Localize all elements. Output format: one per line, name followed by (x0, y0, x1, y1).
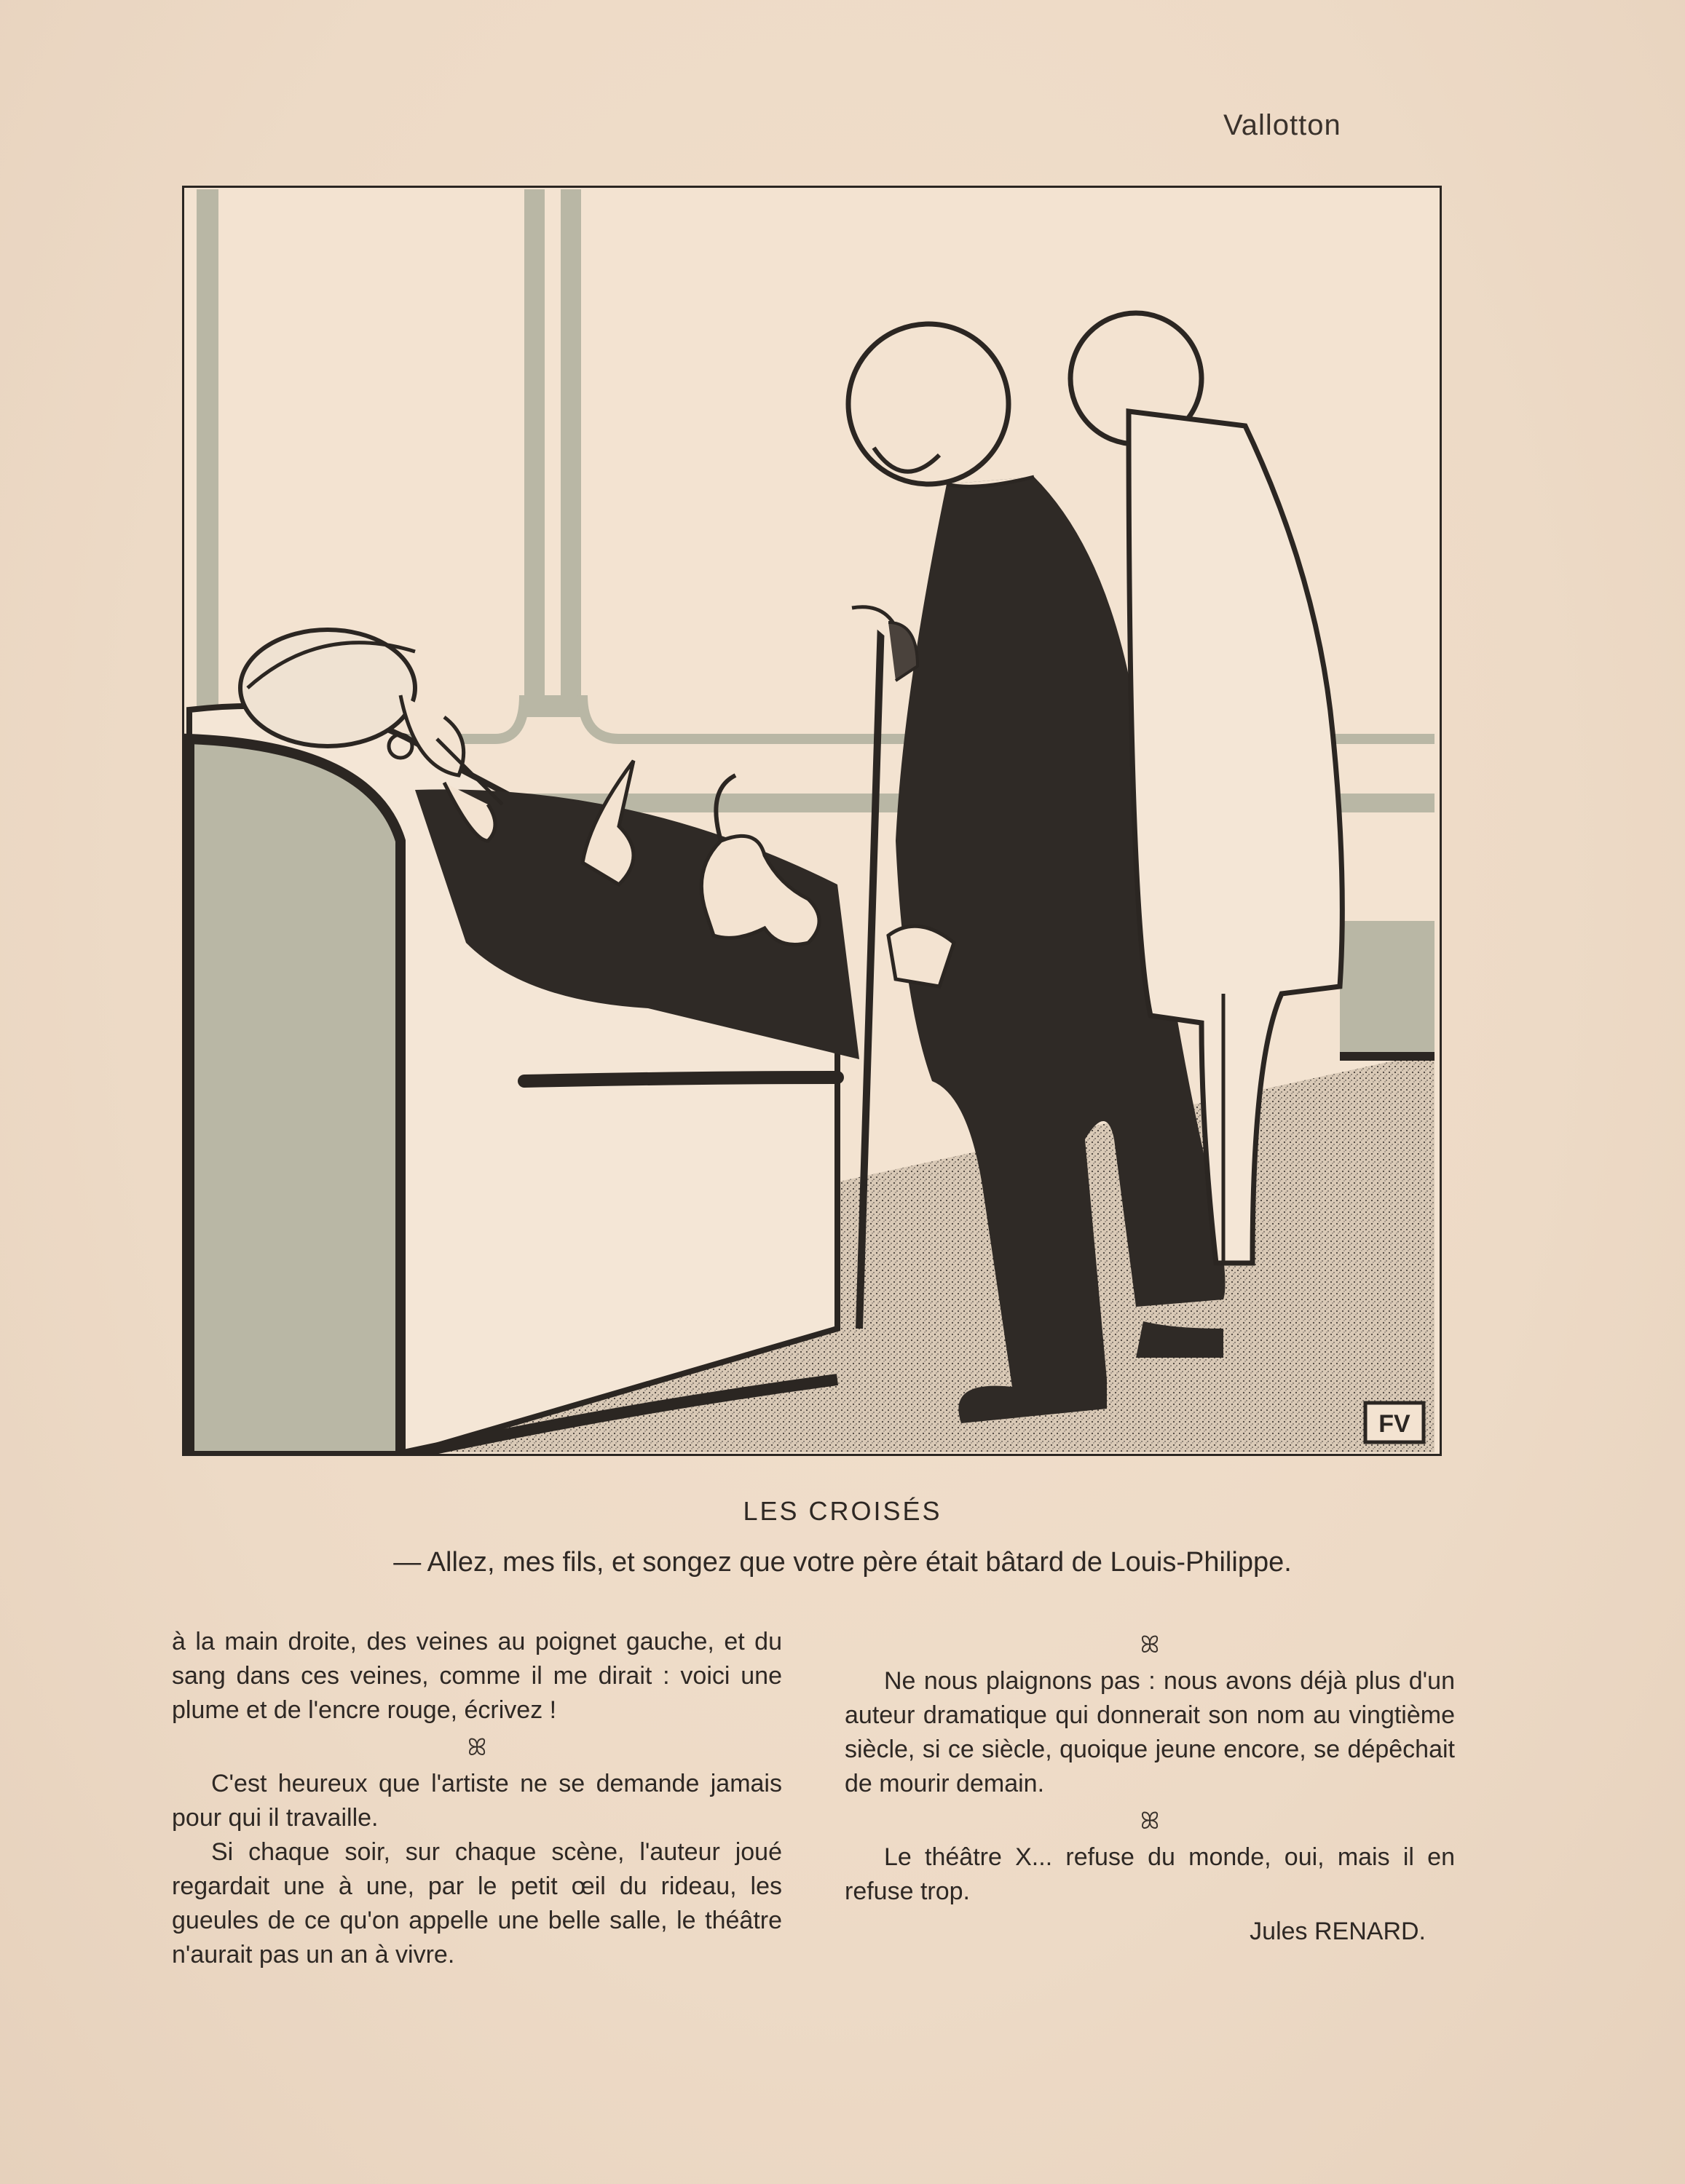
ornament-icon: ꕤ (467, 1734, 487, 1760)
right-paragraph-2: Le théâtre X... refuse du monde, oui, mais il en refuse trop. (845, 1843, 1455, 1905)
ornament-icon: ꕤ (1140, 1631, 1160, 1658)
monogram: FV (1378, 1410, 1410, 1438)
caption-title: LES CROISÉS (743, 1496, 942, 1526)
caption-text: — Allez, mes fils, et songez que votre père était bâtard de Louis-Philippe. (393, 1547, 1292, 1578)
column-left (172, 1625, 782, 1972)
ornament-icon: ꕤ (1140, 1808, 1160, 1834)
illustration-les-croises (182, 186, 1442, 1456)
column-right (845, 1625, 1455, 1949)
artist-name: Vallotton (1223, 109, 1341, 141)
left-paragraph-1: à la main droite, des veines au poignet gauche, et du sang dans ces veines, comme il me dirait : voici une plume et de l'encre rouge, écrivez ! (172, 1628, 782, 1724)
signature: Jules RENARD. (1250, 1918, 1426, 1945)
right-paragraph-1: Ne nous plaignons pas : nous avons déjà plus d'un auteur dramatique qui donnerait son nom au vingtième siècle, si ce siècle, quoique jeune encore, se dépêchait de mourir demain. (845, 1667, 1455, 1797)
left-paragraph-3: Si chaque soir, sur chaque scène, l'auteur joué regardait une à une, par le petit œil du rideau, les gueules de ce qu'on appelle une belle salle, le théâtre n'aurait pas un an à vivre. (172, 1838, 782, 1969)
left-paragraph-2: C'est heureux que l'artiste ne se demande jamais pour qui il travaille. (172, 1770, 782, 1832)
